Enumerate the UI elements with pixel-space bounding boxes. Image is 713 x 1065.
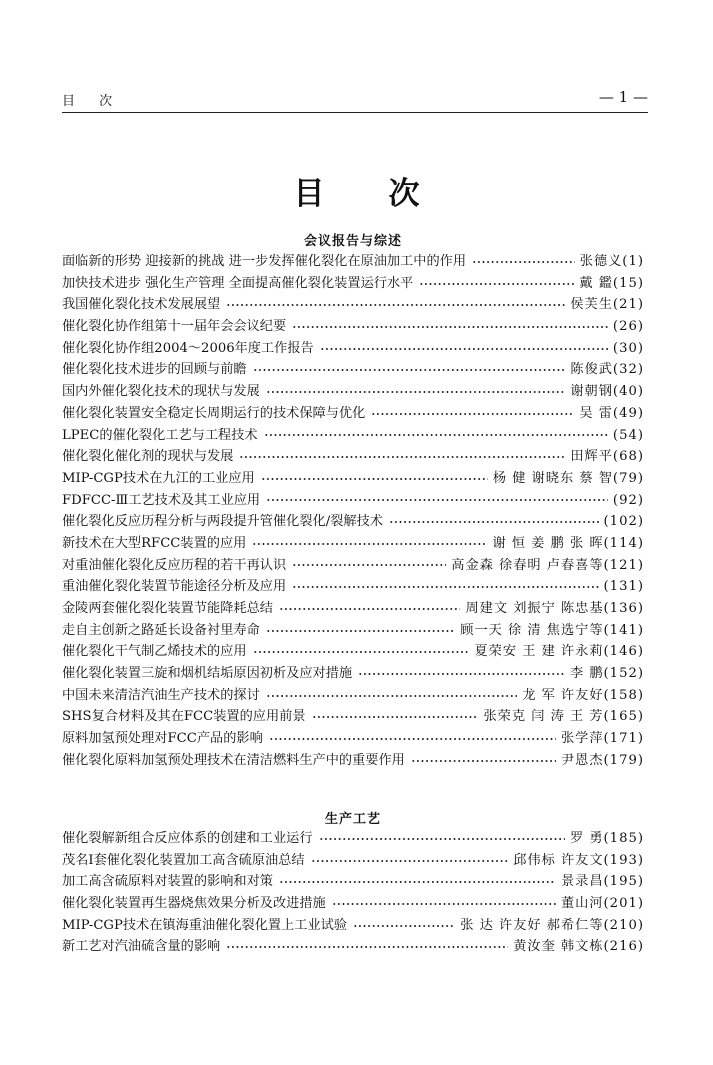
toc-entry[interactable]: [62, 598, 644, 620]
toc-entry-author-page: 尹恩杰(179): [560, 752, 644, 768]
toc-entry-author-page: 董山河(201): [560, 896, 644, 912]
toc-entry[interactable]: [62, 871, 644, 893]
toc-entry-title: 催化裂化装置安全稳定长周期运行的技术保障与优化: [62, 405, 366, 421]
dot-leader: [353, 924, 455, 928]
dot-leader: [358, 672, 565, 676]
dot-leader: [266, 694, 517, 698]
toc-entry[interactable]: [62, 511, 644, 533]
toc-entry-author-page: 杨 健 谢晓东 蔡 智(79): [492, 470, 644, 486]
dot-leader: [389, 520, 599, 524]
toc-entry-title: 新技术在大型RFCC装置的应用: [62, 535, 247, 551]
toc-entry-author-page: 夏荣安 王 建 许永莉(146): [474, 644, 644, 660]
toc-entry-author-page: 田辉平(68): [570, 449, 644, 465]
toc-entry-title: MIP-CGP技术在九江的工业应用: [62, 470, 255, 486]
toc-entry-author-page: 张学萍(171): [560, 731, 644, 747]
toc-entry-title: 中国未来清洁汽油生产技术的探讨: [62, 687, 260, 703]
toc-entry-author-page: 周建文 刘振宁 陈忠基(136): [465, 601, 644, 616]
dot-leader: [261, 477, 488, 481]
toc-entry-title: 催化裂化反应历程分析与两段提升管催化裂化/裂解技术: [62, 514, 383, 530]
toc-entry[interactable]: [62, 685, 644, 707]
dot-leader: [253, 368, 566, 372]
toc-entry[interactable]: [62, 446, 644, 468]
toc-entry[interactable]: [62, 294, 644, 316]
toc-entry-title: 重油催化裂化装置节能途径分析及应用: [62, 579, 287, 595]
toc-entry[interactable]: [62, 663, 644, 685]
toc-entry[interactable]: [62, 641, 644, 663]
toc-entry[interactable]: [62, 828, 644, 850]
toc-entry-title: 茂名Ⅰ套催化裂化装置加工高含硫原油总结: [62, 852, 305, 868]
toc-entry[interactable]: [62, 850, 644, 872]
toc-entry-author-page: 龙 军 许友好(158): [522, 687, 644, 703]
dot-leader: [472, 260, 575, 264]
toc-entry-title: 催化裂化干气制乙烯技术的应用: [62, 644, 247, 660]
toc-entry[interactable]: [62, 555, 644, 577]
toc-entry-author-page: (30): [612, 340, 644, 356]
running-header-title: 目 次: [62, 94, 123, 109]
toc-entry-title: 金陵两套催化裂化装置节能降耗总结: [62, 601, 273, 616]
toc-entry-author-page: 李 鹏(152): [569, 666, 644, 682]
dot-leader: [239, 455, 565, 459]
toc-entry[interactable]: [62, 425, 644, 447]
toc-entry-author-page: 谢 恒 姜 鹏 张 晖(114): [492, 535, 644, 551]
toc-entry-author-page: 陈俊武(32): [570, 362, 644, 378]
dot-leader: [264, 433, 608, 437]
toc-entry-title: 面临新的形势 迎接新的挑战 进一步发挥催化裂化在原油加工中的作用: [62, 254, 467, 269]
toc-entry[interactable]: [62, 750, 644, 772]
dot-leader: [226, 945, 508, 949]
section-heading: 会议报告与综述: [303, 234, 402, 249]
toc-entry[interactable]: [62, 620, 644, 642]
toc-entry-title: 催化裂解新组合反应体系的创建和工业运行: [62, 831, 313, 846]
toc-entry-author-page: (102): [603, 514, 644, 530]
toc-entry-author-page: 吴 雷(49): [579, 405, 644, 421]
toc-entry-author-page: 顾一天 徐 清 焦选宁等(141): [460, 622, 644, 638]
toc-entry[interactable]: [62, 893, 644, 915]
toc-entry-title: 催化裂化原料加氢预处理技术在清洁燃料生产中的重要作用: [62, 752, 405, 768]
toc-entry-author-page: 罗 勇(185): [569, 831, 644, 846]
toc-entry-title: 催化裂化装置再生器烧焦效果分析及改进措施: [62, 896, 326, 912]
toc-entry-title: LPEC的催化裂化工艺与工程技术: [62, 427, 258, 443]
dot-leader: [279, 607, 460, 611]
dot-leader: [319, 837, 565, 841]
dot-leader: [269, 737, 556, 741]
dot-leader: [320, 347, 608, 351]
toc-entry-author-page: 黄汝奎 韩文栋(216): [513, 939, 644, 955]
toc-entry-title: 对重油催化裂化反应历程的若干再认识: [62, 557, 287, 573]
toc-entry[interactable]: [62, 490, 644, 512]
toc-entry-title: 催化裂化装置三旋和烟机结垢原因初析及应对措施: [62, 666, 353, 682]
toc-entry-author-page: 高金森 徐春明 卢春喜等(121): [451, 557, 644, 573]
toc-entry[interactable]: [62, 338, 644, 360]
dot-leader: [279, 880, 556, 884]
toc-entry[interactable]: [62, 915, 644, 937]
toc-entry-title: 催化裂化协作组第十一届年会会议纪要: [62, 319, 287, 335]
toc-entry[interactable]: [62, 273, 644, 295]
toc-entry-author-page: (131): [603, 579, 644, 595]
toc-entry[interactable]: [62, 728, 644, 750]
toc-entry-author-page: 谢朝钢(40): [570, 384, 644, 400]
dot-leader: [292, 325, 608, 329]
toc-entry-author-page: 邱伟标 许友文(193): [513, 852, 644, 868]
dot-leader: [411, 759, 556, 763]
dot-leader: [311, 859, 509, 863]
toc-entry[interactable]: [62, 251, 644, 273]
toc-entry-title: 催化裂化催化剂的现状与发展: [62, 449, 234, 465]
dot-leader: [253, 650, 470, 654]
toc-entry[interactable]: [62, 359, 644, 381]
toc-entry-author-page: 张荣克 闫 涛 王 芳(165): [483, 709, 644, 725]
toc-entry[interactable]: [62, 403, 644, 425]
toc-entry-author-page: 张德义(1): [579, 254, 644, 269]
dot-leader: [266, 390, 566, 394]
dot-leader: [266, 629, 455, 633]
toc-entry-title: MIP-CGP技术在镇海重油催化裂化置上工业试验: [62, 917, 348, 933]
toc-entry[interactable]: [62, 936, 644, 958]
toc-entry-title: 加工高含硫原料对装置的影响和对策: [62, 874, 273, 890]
toc-entry-author-page: 景录昌(195): [560, 874, 644, 890]
page-number: — 1 —: [598, 88, 648, 106]
dot-leader: [419, 282, 574, 286]
dot-leader: [226, 303, 565, 307]
running-header: [62, 88, 648, 113]
toc-entry-title: 催化裂化协作组2004～2006年度工作报告: [62, 340, 314, 356]
toc-entry-author-page: 戴 鑑(15): [579, 275, 644, 291]
toc-entry[interactable]: [62, 468, 644, 490]
dot-leader: [332, 902, 556, 906]
section-heading: 生产工艺: [324, 812, 381, 827]
toc-entry[interactable]: [62, 381, 644, 403]
dot-leader: [292, 585, 598, 589]
toc-entry-title: 原料加氢预处理对FCC产品的影响: [62, 731, 263, 747]
toc-list: [62, 251, 644, 772]
toc-entry[interactable]: [62, 576, 644, 598]
toc-entry-title: 走自主创新之路延长设备衬里寿命: [62, 622, 260, 638]
toc-entry-author-page: (26): [612, 319, 644, 335]
toc-list: [62, 828, 644, 958]
page-title: 目次: [293, 176, 484, 212]
toc-entry-title: 新工艺对汽油硫含量的影响: [62, 939, 221, 955]
toc-entry[interactable]: [62, 316, 644, 338]
toc-entry[interactable]: [62, 706, 644, 728]
toc-entry-title: 国内外催化裂化技术的现状与发展: [62, 384, 260, 400]
toc-entry-title: SHS复合材料及其在FCC装置的应用前景: [62, 709, 306, 725]
dot-leader: [266, 498, 608, 502]
dot-leader: [252, 542, 487, 546]
toc-entry-title: 我国催化裂化技术发展展望: [62, 297, 221, 313]
dot-leader: [371, 412, 574, 416]
toc-entry-author-page: 侯芙生(21): [570, 297, 644, 313]
dot-leader: [312, 715, 479, 719]
toc-entry-author-page: 张 达 许友好 郝希仁等(210): [460, 917, 644, 933]
dot-leader: [292, 563, 446, 567]
toc-entry-title: 催化裂化技术进步的回顾与前瞻: [62, 362, 247, 378]
toc-entry-author-page: (54): [612, 427, 644, 443]
toc-entry-title: 加快技术进步 强化生产管理 全面提高催化裂化装置运行水平: [62, 275, 414, 291]
toc-entry-title: FDFCC-Ⅲ工艺技术及其工业应用: [62, 492, 261, 508]
toc-entry[interactable]: [62, 533, 644, 555]
toc-entry-author-page: (92): [612, 492, 644, 508]
